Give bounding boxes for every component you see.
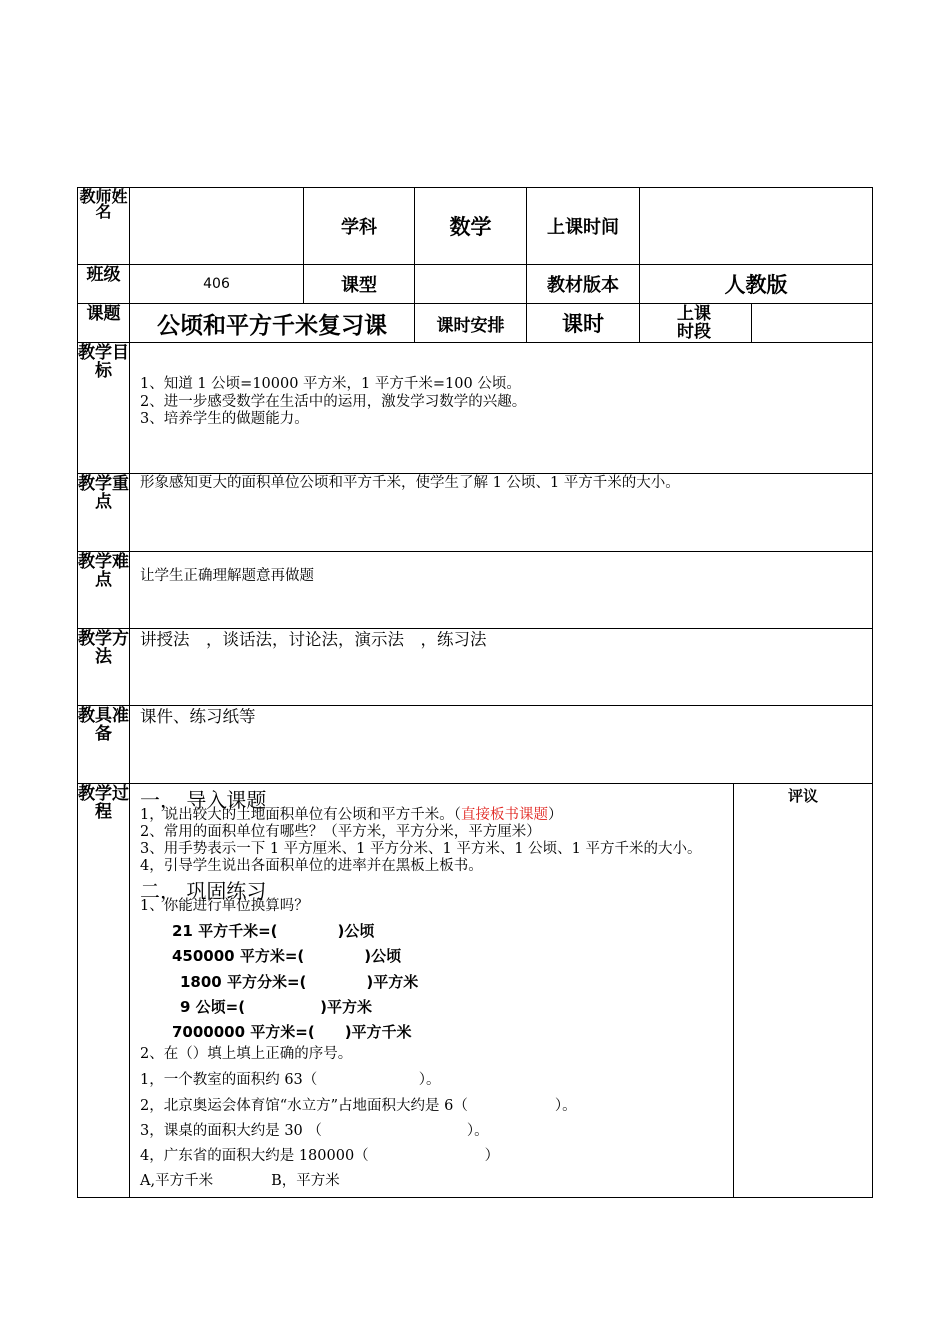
key-points-text: 形象感知更大的面积单位公顷和平方千米，使学生了解 1 公顷、1 平方千米的大小。	[140, 475, 680, 491]
label-difficulties-cell	[77, 551, 130, 629]
difficulties-text: 让学生正确理解题意再做题	[140, 568, 314, 584]
textbook-label: 教材版本	[547, 275, 619, 296]
class-time-label: 上课时间	[547, 217, 619, 238]
lesson-type-label-cell	[303, 264, 415, 304]
goal-item-3: 3、培养学生的做题能力。	[140, 411, 309, 427]
goal-item-2: 2、进一步感受数学在生活中的运用，激发学习数学的兴趣。	[140, 394, 527, 410]
goal-item-1: 1、知道 1 公顷=10000 平方米，1 平方千米=100 公顷。	[140, 376, 521, 392]
label-process-cell	[77, 783, 130, 1198]
intro-item-1-text: 1，说出较大的土地面积单位有公顷和平方千米。（	[140, 807, 461, 823]
conversion-item-4: 9 公顷=( )平方米	[180, 998, 372, 1016]
subject-value: 数学	[449, 215, 492, 239]
label-teacher-name: 教师姓名	[79, 187, 128, 221]
time-slot-label-line2: 时段	[677, 322, 711, 342]
tools-text: 课件、练习纸等	[140, 707, 256, 726]
comment-cell	[733, 783, 873, 1198]
practice-question-2: 2、在（）填上填上正确的序号。	[140, 1046, 353, 1062]
class-value-cell	[129, 264, 304, 304]
intro-item-1-highlight: 直接板书课题	[460, 807, 548, 823]
difficulties-content-cell	[129, 551, 873, 629]
lesson-type-label: 课型	[341, 275, 377, 296]
fill-item-2: 2，北京奥运会体育馆“水立方”占地面积大约是 6（ ）。	[140, 1098, 577, 1114]
period-label: 课时	[562, 312, 604, 336]
intro-item-1	[140, 807, 562, 824]
tools-content-cell	[129, 705, 873, 784]
textbook-value-cell	[639, 264, 873, 304]
key-points-content-cell	[129, 473, 873, 552]
time-slot-label	[640, 304, 751, 341]
label-tools-cell	[77, 705, 130, 784]
teacher-name-value-cell	[129, 187, 304, 265]
subject-label: 学科	[341, 217, 377, 238]
textbook-label-cell	[526, 264, 640, 304]
process-content-cell	[129, 783, 734, 1198]
subject-value-cell	[414, 187, 527, 265]
practice-question-1: 1、你能进行单位换算吗？	[140, 898, 309, 914]
class-time-label-cell	[526, 187, 640, 265]
conversion-item-5: 7000000 平方米=( )平方千米	[172, 1023, 412, 1041]
intro-item-4: 4，引导学生说出各面积单位的进率并在黑板上板书。	[140, 858, 483, 874]
comment-label: 评议	[787, 787, 818, 805]
class-value: 406	[203, 276, 230, 292]
label-methods: 教学方法	[78, 629, 129, 667]
schedule-label-cell	[414, 303, 527, 343]
schedule-label: 课时安排	[436, 315, 505, 336]
label-difficulties: 教学难点	[78, 552, 129, 590]
label-tools: 教具准备	[78, 706, 129, 744]
conversion-item-1: 21 平方千米=( )公顷	[172, 922, 375, 940]
fill-item-1: 1，一个教室的面积约 63（ ）。	[140, 1072, 441, 1088]
time-slot-label-line1: 上课	[677, 304, 711, 324]
label-teacher-name-cell	[77, 187, 130, 265]
time-slot-label-cell	[639, 303, 752, 343]
intro-item-1-close: ）	[547, 807, 563, 823]
time-slot-value-cell	[751, 303, 873, 343]
methods-text: 讲授法 ，谈话法，讨论法，演示法 ，练习法	[140, 630, 487, 649]
label-goals-cell	[77, 342, 130, 474]
label-goals: 教学目标	[78, 343, 129, 381]
label-topic-cell	[77, 303, 130, 343]
label-class: 班级	[86, 265, 121, 285]
label-topic: 课题	[86, 304, 121, 324]
label-methods-cell	[77, 628, 130, 706]
topic-value-cell	[129, 303, 415, 343]
goals-content-cell	[129, 342, 873, 474]
section-intro-heading: 一， 导入课题	[140, 788, 267, 812]
subject-label-cell	[303, 187, 415, 265]
section-practice-heading: 二， 巩固练习	[140, 879, 267, 903]
lesson-type-value-cell	[414, 264, 527, 304]
period-label-cell	[526, 303, 640, 343]
conversion-item-3: 1800 平方分米=( )平方米	[180, 973, 419, 991]
label-key-points-cell	[77, 473, 130, 552]
label-process: 教学过程	[78, 784, 129, 822]
fill-item-4: 4，广东省的面积大约是 180000（ ）	[140, 1148, 500, 1164]
label-key-points: 教学重点	[78, 474, 129, 512]
textbook-value: 人教版	[724, 273, 788, 297]
methods-content-cell	[129, 628, 873, 706]
intro-item-2: 2、常用的面积单位有哪些？（平方米，平方分米，平方厘米）	[140, 824, 541, 840]
answer-options: A,平方千米 B，平方米	[140, 1173, 340, 1189]
class-time-value-cell	[639, 187, 873, 265]
conversion-item-2: 450000 平方米=( )公顷	[172, 947, 402, 965]
topic-value: 公顷和平方千米复习课	[157, 312, 387, 339]
fill-item-3: 3，课桌的面积大约是 30 （ ）。	[140, 1123, 489, 1139]
label-class-cell	[77, 264, 130, 304]
intro-item-3: 3、用手势表示一下 1 平方厘米、1 平方分米、1 平方米、1 公顷、1 平方千米的大小。	[140, 841, 702, 857]
